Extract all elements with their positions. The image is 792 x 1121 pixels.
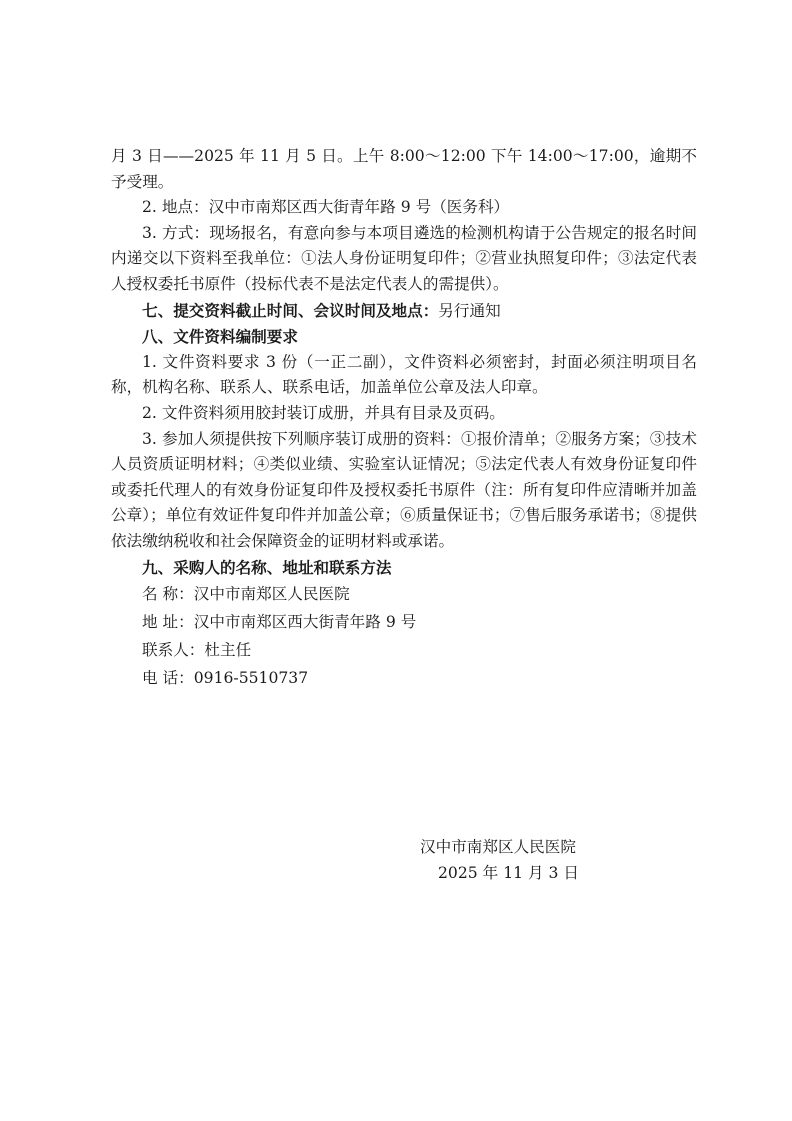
- section-8-item-3: 3. 参加人须提供按下列顺序装订成册的资料：①报价清单；②服务方案；③技术人员资质证明材料；④类似业绩、实验室认证情况；⑤法定代表人有效身份证复印件或委托代理人的有效身份证复印件及授权委托书原件（注：所有复印件应清晰并加盖公章）；单位有效证件复印件并加盖公章；⑥质量保证书；⑦售后服务承诺书；⑧提供依法缴纳税收和社会保障资金的证明材料或承诺。: [111, 429, 697, 550]
- section-8-item-2: 2. 文件资料须用胶封装订成册，并具有目录及页码。: [142, 403, 505, 422]
- section-7: [111, 298, 697, 325]
- contact-person: 联系人：杜主任: [142, 641, 252, 660]
- section-7-value: 另行通知: [438, 301, 501, 320]
- contact-phone: 电 话：0916-5510737: [142, 669, 309, 688]
- paragraph-location: 2. 地点：汉中市南郑区西大街青年路 9 号（医务科）: [142, 198, 510, 217]
- section-9-title: 九、采购人的名称、地址和联系方法: [142, 557, 392, 577]
- signature-org: 汉中市南郑区人民医院: [420, 838, 576, 856]
- paragraph-schedule: 月 3 日——2025 年 11 月 5 日。上午 8:00～12:00 下午 14:00～17:00，逾期不予受理。: [111, 147, 697, 191]
- signature-block: [420, 834, 620, 886]
- paragraph-method: 3. 方式：现场报名，有意向参与本项目遴选的检测机构请于公告规定的报名时间内递交以下资料至我单位：①法人身份证明复印件；②营业执照复印件；③法定代表人授权委托书原件（投标代表不是法定代表人的需提供）。: [111, 223, 697, 293]
- signature-date: 2025 年 11 月 3 日: [438, 864, 580, 882]
- section-7-title: 七、提交资料截止时间、会议时间及地点：: [142, 300, 439, 320]
- document-body: [111, 144, 697, 692]
- section-8-item-1: 1. 文件资料要求 3 份（一正二副），文件资料必须密封，封面必须注明项目名称，机构名称、联系人、联系电话，加盖单位公章及法人印章。: [111, 352, 697, 397]
- section-8-title: 八、文件资料编制要求: [142, 327, 298, 347]
- contact-address: 地 址：汉中市南郑区西大街青年路 9 号: [142, 613, 417, 632]
- contact-name: 名 称：汉中市南郑区人民医院: [142, 585, 350, 604]
